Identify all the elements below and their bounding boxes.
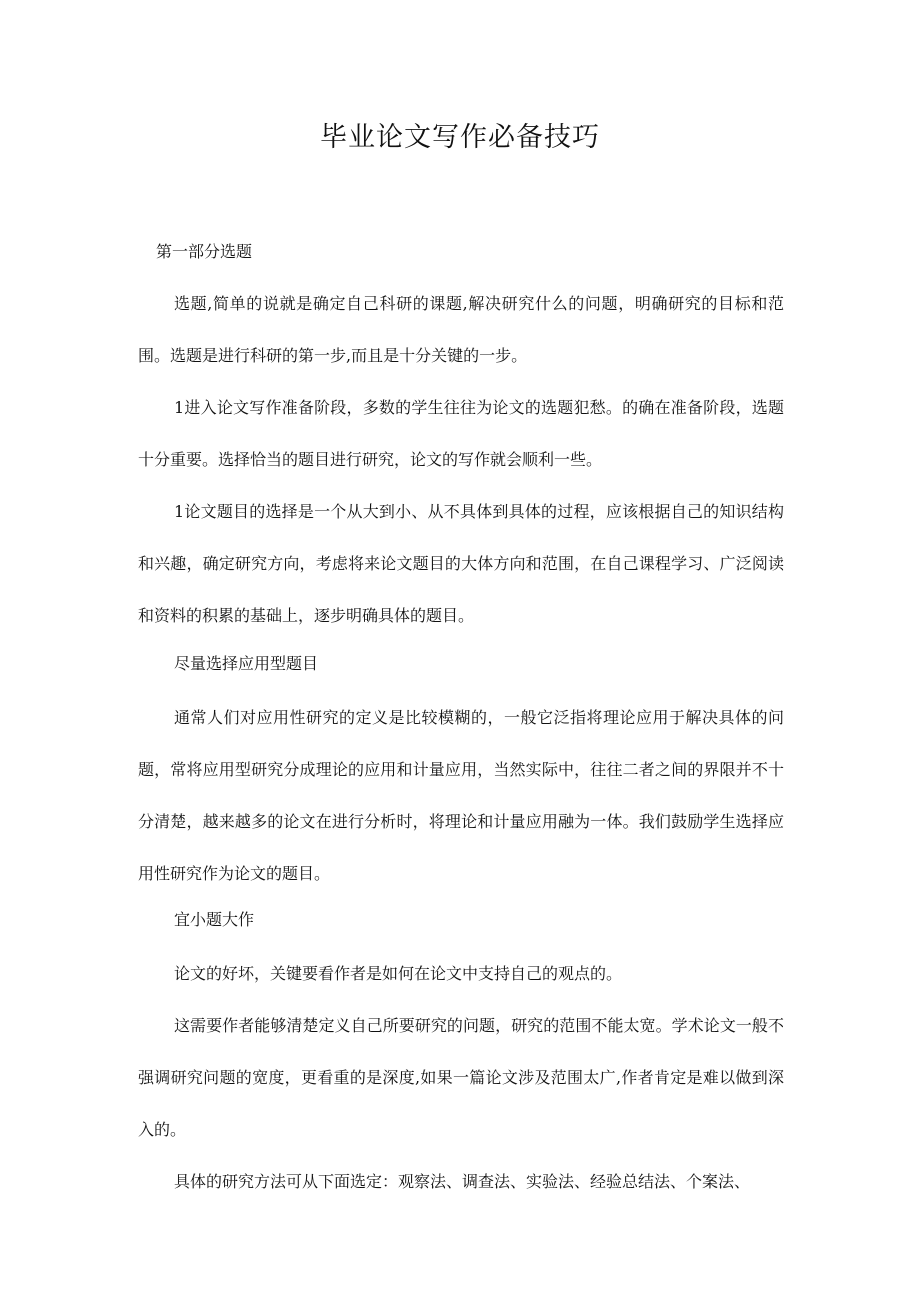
- section-heading: 第一部分选题: [156, 242, 253, 261]
- subheading-applied-topic: 尽量选择应用型题目: [174, 654, 319, 673]
- paragraph-quality-of-thesis: 论文的好坏，关键要看作者是如何在论文中支持自己的观点的。: [174, 964, 623, 983]
- paragraph-topic-definition: 选题,简单的说就是确定自己科研的课题,解决研究什么的问题，明确研究的目标和范围。选题是进行科研的第一步,而且是十分关键的一步。: [138, 294, 784, 365]
- paragraph-applied-research: 通常人们对应用性研究的定义是比较模糊的，一般它泛指将理论应用于解决具体的问题，常将应用型研究分成理论的应用和计量应用，当然实际中，往往二者之间的界限并不十分清楚，越来越多的论文在进行分析时，将理论和计量应用融为一体。我们鼓励学生选择应用性研究作为论文的题目。: [138, 708, 784, 883]
- subheading-small-topic: 宜小题大作: [174, 910, 255, 929]
- paragraph-topic-selection-process: 1论文题目的选择是一个从大到小、从不具体到具体的过程，应该根据自己的知识结构和兴趣，确定研究方向，考虑将来论文题目的大体方向和范围，在自己课程学习、广泛阅读和资料的积累的基础上，逐步明确具体的题目。: [138, 502, 784, 625]
- document-title: 毕业论文写作必备技巧: [320, 122, 600, 153]
- paragraph-define-scope: 这需要作者能够清楚定义自己所要研究的问题，研究的范围不能太宽。学术论文一般不强调研究问题的宽度，更看重的是深度,如果一篇论文涉及范围太广,作者肯定是难以做到深入的。: [138, 1016, 784, 1139]
- paragraph-research-methods: 具体的研究方法可从下面选定：观察法、调查法、实验法、经验总结法、个案法、: [174, 1172, 751, 1191]
- paragraph-preparation-stage: 1进入论文写作准备阶段，多数的学生往往为论文的选题犯愁。的确在准备阶段，选题十分重要。选择恰当的题目进行研究，论文的写作就会顺利一些。: [138, 398, 784, 469]
